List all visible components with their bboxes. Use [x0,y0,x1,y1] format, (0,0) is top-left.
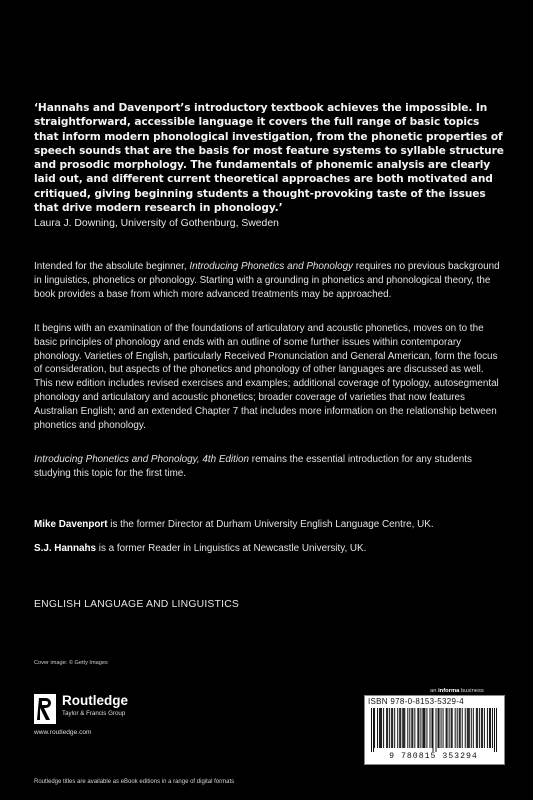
publisher-url[interactable]: www.routledge.com [34,729,92,736]
barcode-icon [371,708,497,752]
author-name: S.J. Hannahs [34,543,97,554]
p2-text: It begins with an examination of the foundations of articulatory and acoustic phonetics, moves on to the basic principles of phonology and ends with an outline of some further issues within contemporary phonology. Varieties of English, particularly Received Pronunciation and General American, form the focus of consideration, but aspects of the phonetics and phonology of other languages are discussed as well. This new edition includes revised exercises and examples; additional coverage of typology, autosegmental phonology and articulatory and acoustic phonetics; broader coverage of varieties that now features Australian English; and an extended Chapter 7 that includes more information on the relationship between phonetics and phonology. [34,323,499,431]
cover-credit: Cover image: © Getty Images [34,660,108,666]
routledge-logo-icon [34,694,56,724]
p1-rest: requires no previous background in linguistics, phonetics or phonology. Starting with a grounding in phonetics and phonological theory, the book provides a base from which more advanced treatments may be approached. [34,261,500,300]
ebook-note: Routledge titles are available as eBook editions in a range of digital formats [34,779,235,785]
informa-brand: informa [438,688,460,694]
author-bio-davenport [34,519,434,530]
publisher-name: Routledge [62,693,128,708]
author-bio: is a former Reader in Linguistics at Newcastle University, UK. [96,543,367,554]
review-quote: ‘Hannahs and Davenport’s introductory textbook achieves the impossible. In straightforward, accessible language it covers the full range of basic topics that inform modern phonological investigation, from the phonetic properties of speech sounds that are the basis for most feature systems to syllable structure and prosodic morphology. The fundamentals of phonemic analysis are clearly laid out, and different current theoretical approaches are both motivated and critiqued, giving beginning students a thought-provoking taste of the issues that drive modern research in phonology.’ [34,102,504,215]
p1-intro: Intended for the absolute beginner, [34,261,190,272]
barcode-digits: 9 780815 353294 [389,752,478,761]
book-title-ref: Introducing Phonetics and Phonology [189,261,353,272]
author-name: Mike Davenport [34,519,108,530]
author-bio-hannahs [34,543,366,554]
informa-line: an informa business [430,688,484,694]
isbn-label: ISBN 978-0-8153-5329-4 [368,697,464,706]
description-paragraph-3 [34,453,504,481]
publisher-group: Taylor & Francis Group [62,710,126,717]
p3-rest: remains the essential introduction for any students studying this topic for the first time. [34,454,472,479]
book-edition-ref: Introducing Phonetics and Phonology, 4th Edition [34,454,250,465]
series-name: ENGLISH LANGUAGE AND LINGUISTICS [34,599,240,610]
quote-attribution: Laura J. Downing, University of Gothenburg, Sweden [34,218,279,229]
description-paragraph-2 [34,322,504,432]
description-paragraph-1 [34,260,504,301]
author-bio: is the former Director at Durham University English Language Centre, UK. [107,519,434,530]
